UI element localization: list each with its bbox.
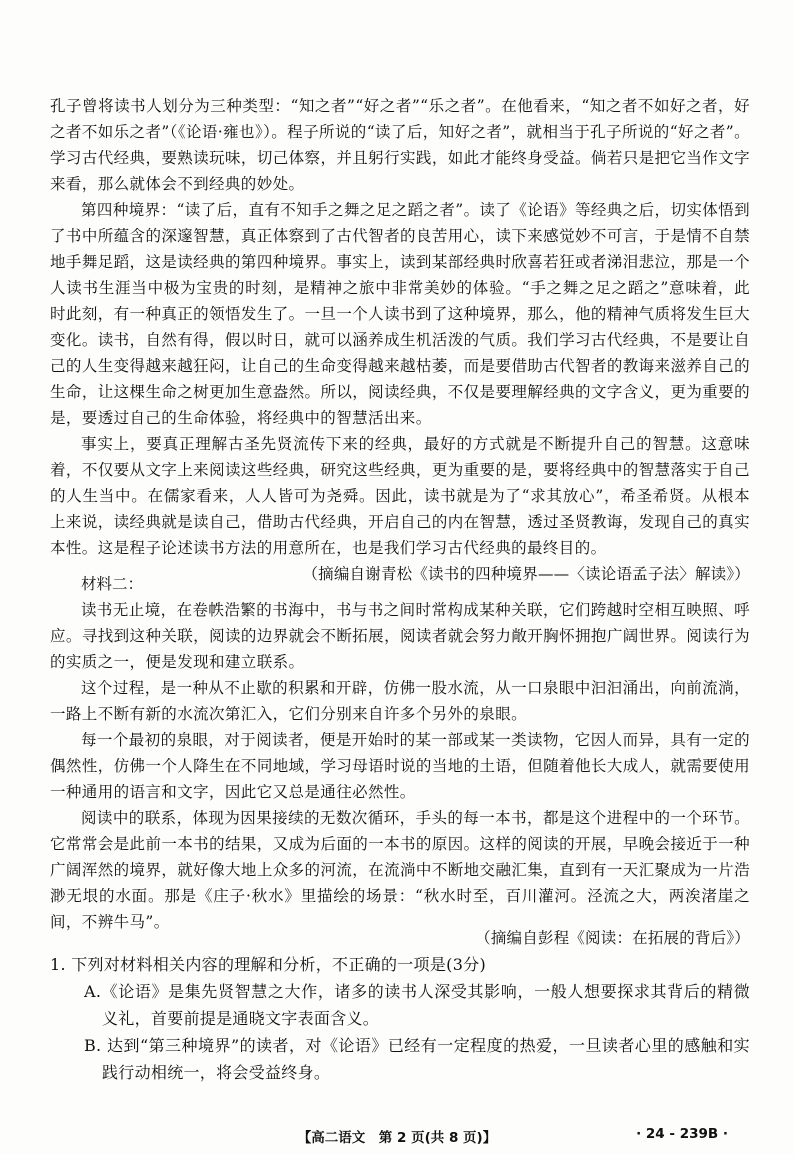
- material-one-paragraph-2: 第四种境界：“读了后，直有不知手之舞之足之蹈之者”。读了《论语》等经典之后，切实体悟到了书中所蕴含的深邃智慧，真正体察到了古代智者的良苦用心，读下来感觉妙不可言，于是情不自禁地手舞足蹈，这是读经典的第四种境界。事实上，读到某部经典时欣喜若狂或者涕泪悲泣，那是一个人读书生涯当中极为宝贵的时刻，是精神之旅中非常美妙的体验。“手之舞之足之蹈之”意味着，此时此刻，有一种真正的领悟发生了。一旦一个人读书到了这种境界，那么，他的精神气质将发生巨大变化。读书，自然有得，假以时日，就可以涵养成生机活泼的气质。我们学习古代经典，不是要让自己的人生变得越来越狂闷，让自己的生命变得越来越枯萎，而是要借助古代智者的教诲来滋养自己的生命，让这棵生命之树更加生意盎然。所以，阅读经典，不仅是要理解经典的文字含义，更为重要的是，要透过自己的生命体验，将经典中的智慧活出来。: [50, 201, 750, 427]
- question-one-option-b: B. 达到“第三种境界”的读者，对《论语》已经有一定程度的热爱，一旦读者心里的感触和实践行动相统一，将会受益终身。: [84, 1036, 750, 1082]
- material-one-paragraph-1: 孔子曾将读书人划分为三种类型：“知之者”“好之者”“乐之者”。在他看来，“知之者不如好之者，好之者不如乐之者”（《论语·雍也》）。程子所说的“读了后，知好之者”，就相当于孔子所说的“好之者”。学习古代经典，要熟读玩味，切己体察，并且躬行实践，如此才能终身受益。倘若只是把它当作文字来看，那么就体会不到经典的妙处。: [50, 97, 750, 193]
- material-two-paragraph-4: 阅读中的联系，体现为因果接续的无数次循环，手头的每一本书，都是这个进程中的一个环节。它常常会是此前一本书的结果，又成为后面的一本书的原因。这样的阅读的开展，早晚会接近于一种广阔浑然的境界，就好像大地上众多的河流，在流淌中不断地交融汇集，直到有一天汇聚成为一片浩渺无垠的水面。那是《庄子·秋水》里描绘的场景：“秋水时至，百川灌河。泾流之大，两涘渚崖之间，不辨牛马”。: [50, 809, 750, 931]
- material-one-paragraph-3: 事实上，要真正理解古圣先贤流传下来的经典，最好的方式就是不断提升自己的智慧。这意味着，不仅要从文字上来阅读这些经典，研究这些经典，更为重要的是，要将经典中的智慧落实于自己的人生当中。在儒家看来，人人皆可为尧舜。因此，读书就是为了“求其放心”，希圣希贤。从根本上来说，读经典就是读自己，借助古代经典，开启自己的内在智慧，透过圣贤教诲，发现自己的真实本性。这是程子论述读书方法的用意所在，也是我们学习古代经典的最终目的。: [50, 435, 750, 557]
- footer-paper-code: · 24 - 239B ·: [636, 1126, 728, 1142]
- material-one-source: （摘编自谢青松《读书的四种境界——〈读论语孟子法〉解读》）: [302, 565, 750, 583]
- question-one-option-a: A.《论语》是集先贤智慧之大作，诸多的读书人深受其影响，一般人想要探求其背后的精微义礼，首要前提是通晓文字表面含义。: [84, 982, 750, 1028]
- material-two-source: （摘编自彭程《阅读：在拓展的背后》）: [475, 929, 750, 947]
- material-two-heading: 材料二：: [81, 575, 144, 593]
- footer-page-info: 【高二语文 第 2 页(共 8 页)】: [297, 1130, 497, 1146]
- question-one: [50, 951, 750, 1086]
- material-two-paragraph-3: 每一个最初的泉眼，对于阅读者，便是开始时的某一部或某一类读物，它因人而异，具有一定的偶然性，仿佛一个人降生在不同地域，学习母语时说的当地的土语，但随着他长大成人，就需要使用一种通用的语言和文字，因此它又总是通往必然性。: [50, 731, 750, 801]
- material-one: [50, 93, 750, 587]
- material-two-paragraph-1: 读书无止境，在卷帙浩繁的书海中，书与书之间时常构成某种关联，它们跨越时空相互映照、呼应。寻找到这种关联，阅读的边界就会不断拓展，阅读者就会努力敞开胸怀拥抱广阔世界。阅读行为的实质之一，便是发现和建立联系。: [50, 601, 750, 671]
- page-footer: [0, 1126, 794, 1148]
- material-two: [50, 571, 750, 935]
- question-one-stem: 1. 下列对材料相关内容的理解和分析，不正确的一项是(3分): [50, 955, 487, 974]
- material-two-source-block: [50, 925, 750, 951]
- material-two-paragraph-2: 这个过程，是一种从不止歇的积累和开辟，仿佛一股水流，从一口泉眼中汩汩涌出，向前流淌，一路上不断有新的水流次第汇入，它们分别来自许多个另外的泉眼。: [50, 679, 750, 723]
